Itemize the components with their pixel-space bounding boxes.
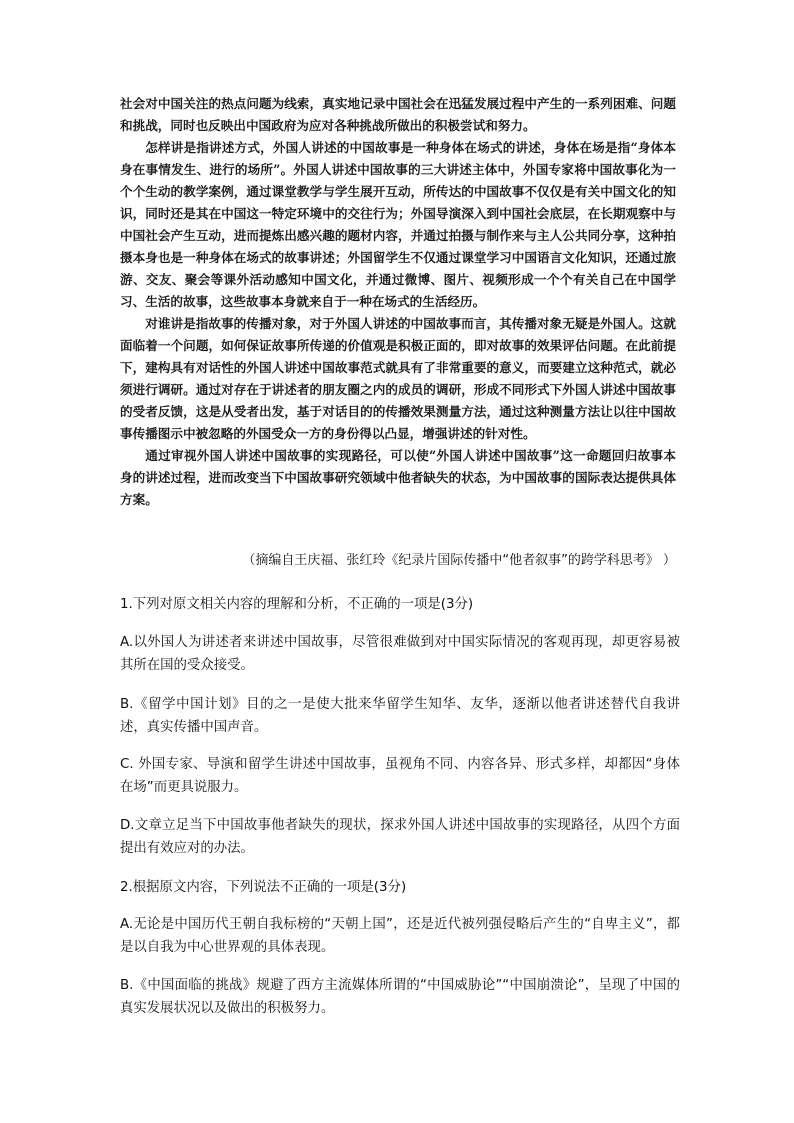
question-1-option-a: A.以外国人为讲述者来讲述中国故事，尽管很难做到对中国实际情况的客观再现，却更容易被其所在国的受众接受。 (120, 635, 680, 673)
question-1-option-c: C. 外国专家、导演和留学生讲述中国故事，虽视角不同、内容各异、形式多样，却都因“身体在场”而更具说服力。 (120, 757, 680, 795)
passage-paragraph-2: 怎样讲是指讲述方式，外国人讲述的中国故事是一种身体在场式的讲述，身体在场是指“身体本身在事情发生、进行的场所”。外国人讲述中国故事的三大讲述主体中，外国专家将中国故事化为一个个生动的教学案例，通过课堂教学与学生展开互动，所传达的中国故事不仅仅是有关中国文化的知识，同时还是其在中国这一特定环境中的交往行为；外国导演深入到中国社会底层，在长期观察中与中国社会产生互动，进而提炼出感兴趣的题材内容，并通过拍摄与制作来与主人公共同分享，这种拍摄本身也是一种身体在场式的故事讲述；外国留学生不仅通过课堂学习中国语言文化知识，还通过旅游、交友、聚会等课外活动感知中国文化，并通过微博、图片、视频形成一个个有关自己在中国学习、生活的故事，这些故事本身就来自于一种在场式的生活经历。 (120, 140, 676, 309)
question-1-option-d: D.文章立足当下中国故事他者缺失的现状，探求外国人讲述中国故事的实现路径，从四个方面提出有效应对的办法。 (120, 818, 680, 856)
passage-paragraph-3: 对谁讲是指故事的传播对象，对于外国人讲述的中国故事而言，其传播对象无疑是外国人。这就面临着一个问题，如何保证故事所传递的价值观是积极正面的，即对故事的效果评估问题。在此前提下，建构具有对话性的外国人讲述中国故事范式就具有了非常重要的意义，而要建立这种范式，就必须进行调研。通过对存在于讲述者的朋友圈之内的成员的调研，形成不同形式下外国人讲述中国故事的受者反馈，这是从受者出发，基于对话目的的传播效果测量方法，通过这种测量方法让以往中国故事传播图示中被忽略的外国受众一方的身份得以凸显，增强讲述的针对性。 (120, 316, 676, 441)
question-2-stem: 2.根据原文内容，下列说法不正确的一项是(3分) (120, 880, 407, 895)
question-1-option-b: B.《留学中国计划》目的之一是使大批来华留学生知华、友华，逐渐以他者讲述替代自我讲述，真实传播中国声音。 (120, 697, 680, 735)
question-2-option-b: B.《中国面临的挑战》规避了西方主流媒体所谓的“中国威胁论”“中国崩溃论”，呈现了中国的真实发展状况以及做出的积极努力。 (120, 978, 680, 1016)
question-1-stem: 1.下列对原文相关内容的理解和分析，不正确的一项是(3分) (120, 597, 474, 612)
passage-paragraph-1: 社会对中国关注的热点问题为线索，真实地记录中国社会在迅猛发展过程中产生的一系列困难、问题和挑战，同时也反映出中国政府为应对各种挑战所做出的积极尝试和努力。 (120, 96, 676, 133)
passage-body (120, 93, 676, 511)
question-2-option-a: A.无论是中国历代王朝自我标榜的“天朝上国”，还是近代被列强侵略后产生的“自卑主义”，都是以自我为中心世界观的具体表现。 (120, 917, 680, 955)
passage-paragraph-4: 通过审视外国人讲述中国故事的实现路径，可以使“外国人讲述中国故事”这一命题回归故事本身的讲述过程，进而改变当下中国故事研究领域中他者缺失的状态，为中国故事的国际表达提供具体方案。 (120, 448, 676, 507)
source-citation: （摘编自王庆福、张红玲《纪录片国际传播中“他者叙事”的跨学科思考》 ） (242, 553, 676, 568)
